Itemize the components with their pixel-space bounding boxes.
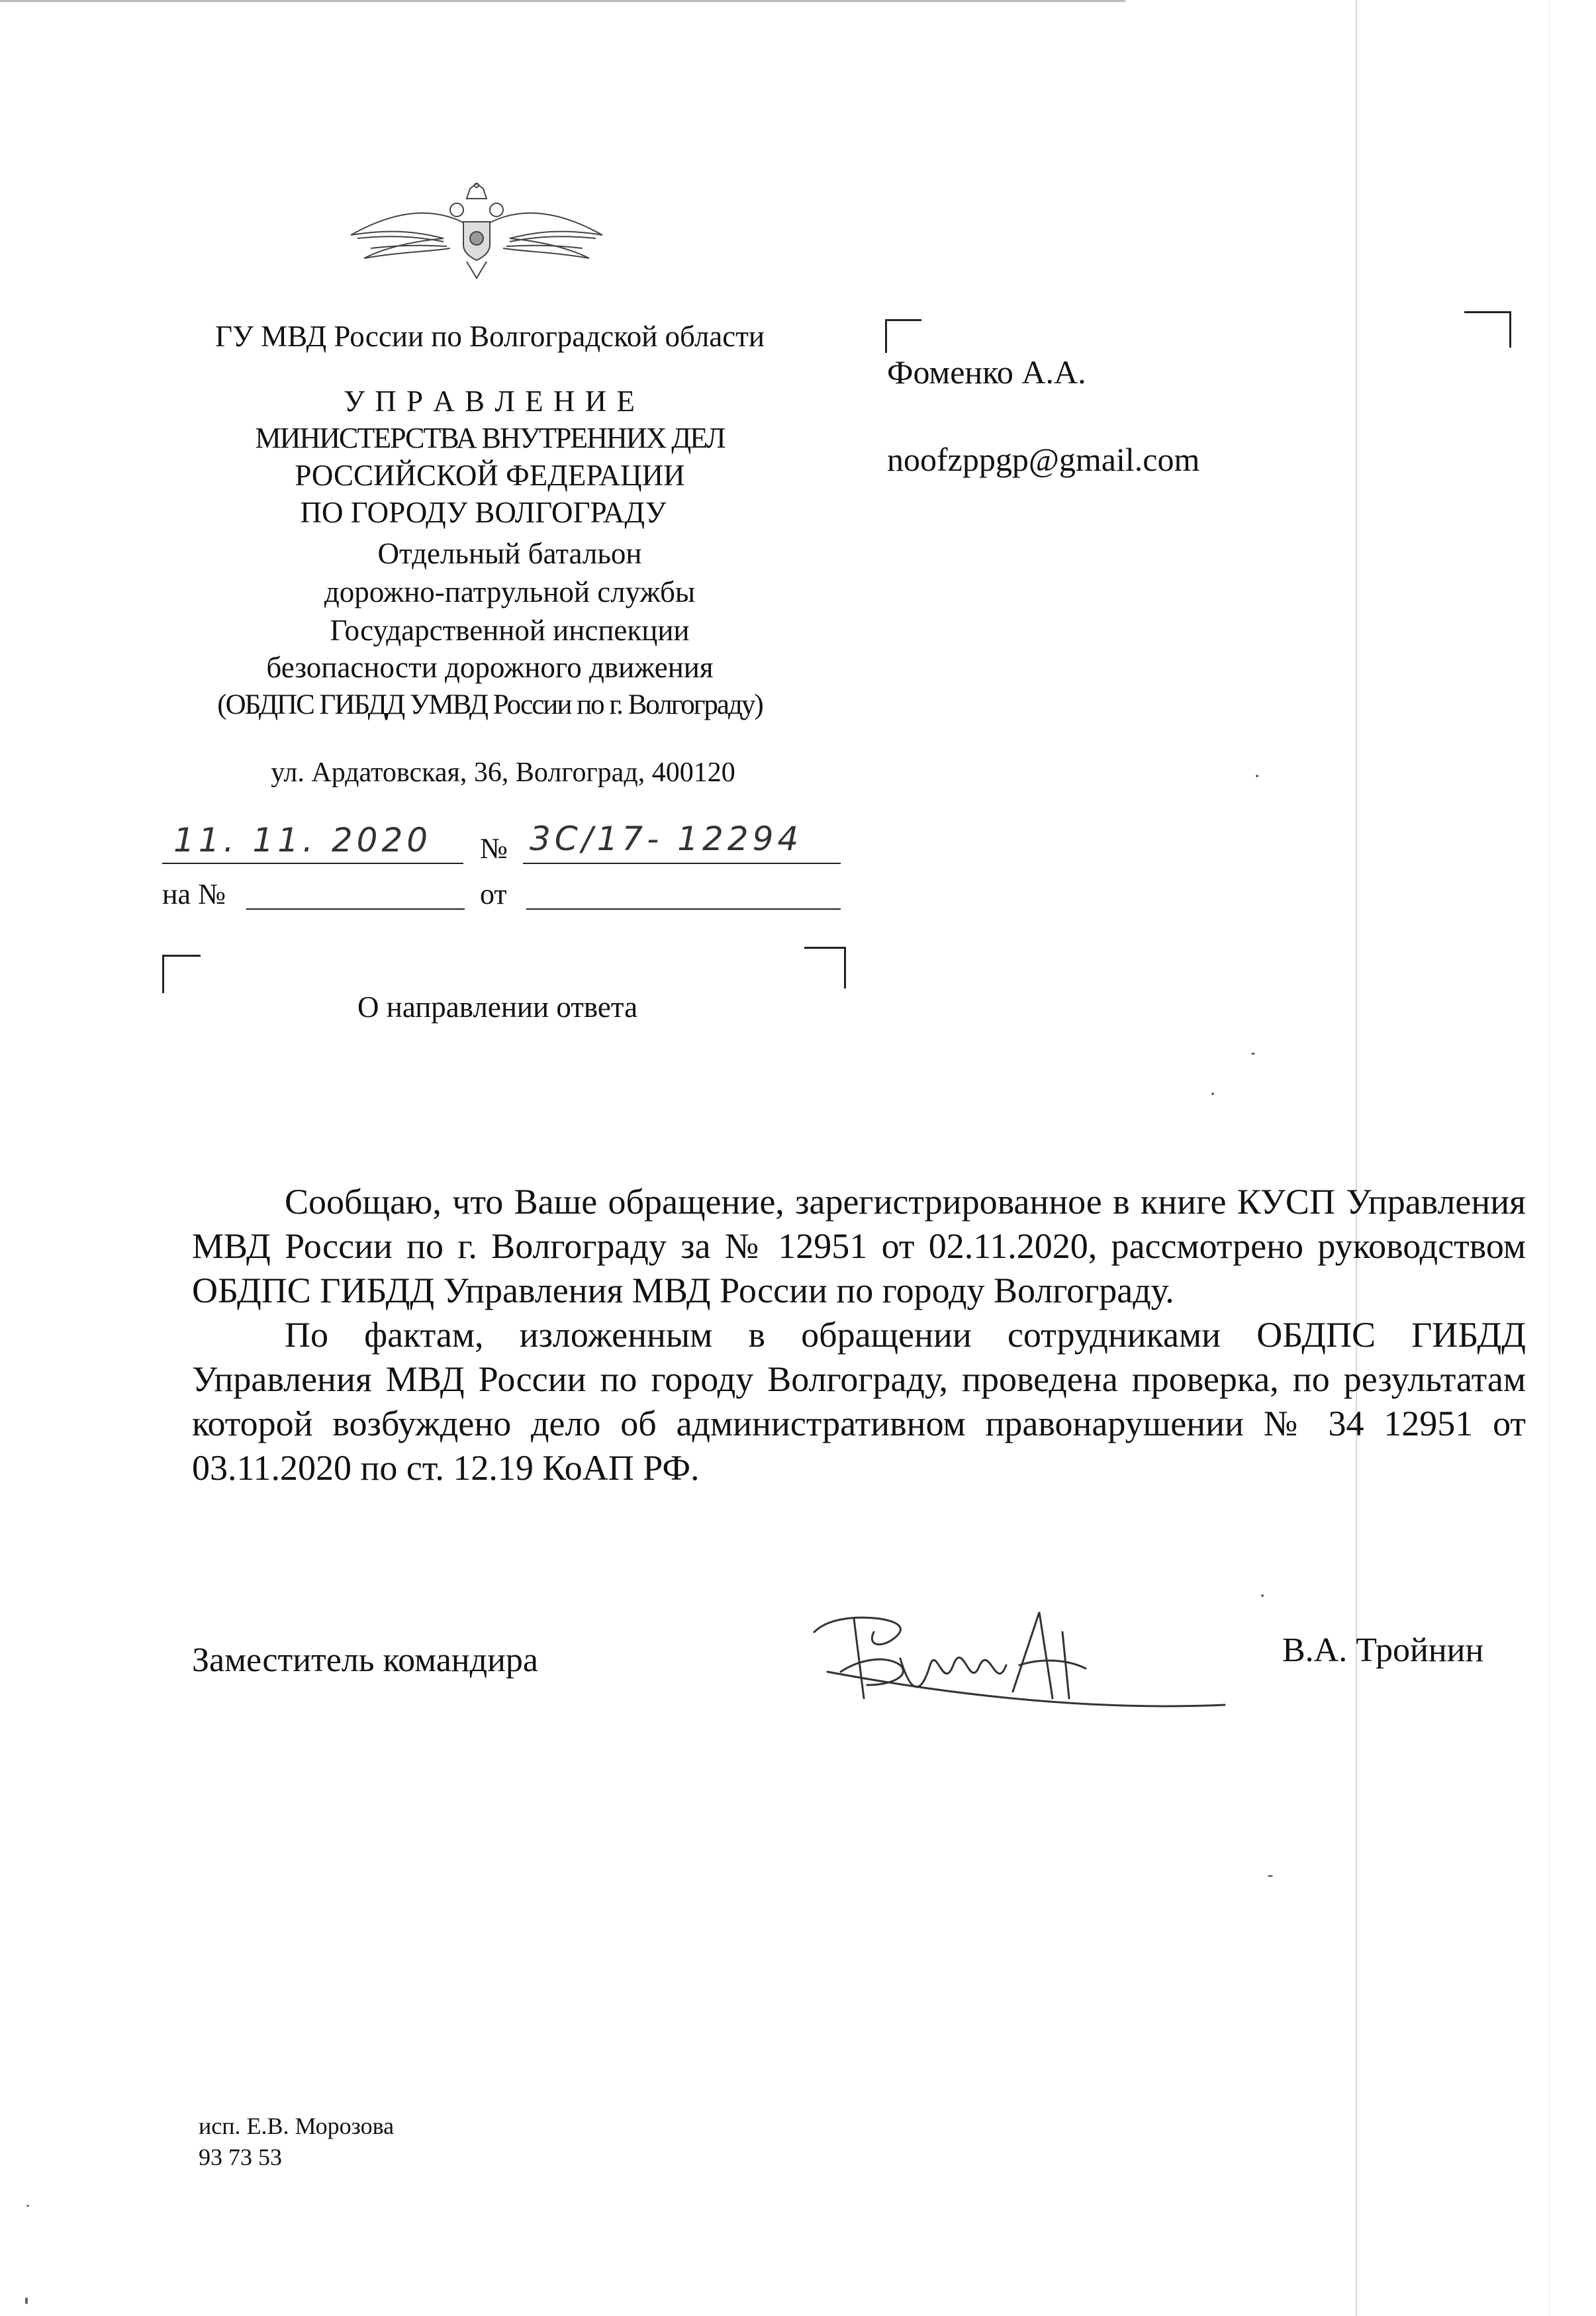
reference-date-label: от bbox=[480, 878, 507, 910]
body-paragraph-2: По фактам, изложенным в обращении сотрудниками ОБДПС ГИБДД Управления МВД России по городу Волгограду, проведена проверка, по результатам которой возбуждено дело об административном правонарушении № 34 12951 от 03.11.2020 по ст. 12.19 КоАП РФ. bbox=[192, 1315, 1526, 1488]
handwritten-signature bbox=[801, 1592, 1231, 1725]
reference-number-label: на № bbox=[162, 878, 226, 910]
scan-edge-top bbox=[0, 0, 1125, 2]
recipient-name: Фоменко А.А. bbox=[887, 354, 1086, 391]
recipient-corner-right bbox=[1464, 311, 1511, 348]
scan-speck bbox=[1251, 1053, 1255, 1055]
subject-corner-right bbox=[804, 947, 846, 989]
recipient-email: noofzppgp@gmail.com bbox=[887, 441, 1200, 478]
subject-corner-left bbox=[162, 955, 201, 993]
registration-number-label: № bbox=[480, 832, 508, 865]
scan-fold-line-2 bbox=[1549, 0, 1550, 2316]
signatory-position: Заместитель командира bbox=[192, 1641, 538, 1679]
registration-date: 11. 11. 2020 bbox=[173, 821, 432, 859]
body-paragraph-1: Сообщаю, что Ваше обращение, зарегистрированное в книге КУСП Управления МВД России по г. Волгограду за № 12951 от 02.11.2020, рассмотрено руководством ОБДПС ГИБДД Управления МВД России по городу Волгограду. bbox=[192, 1182, 1526, 1310]
registration-number: 3С/17- 12294 bbox=[530, 820, 803, 858]
registration-number-line bbox=[523, 863, 841, 864]
unit-line-1: Отдельный батальон bbox=[377, 537, 642, 570]
department-line-4: ПО ГОРОДУ ВОЛГОГРАДУ bbox=[300, 496, 667, 529]
unit-line-3: Государственной инспекции bbox=[330, 614, 690, 647]
reference-number-line bbox=[246, 908, 465, 910]
department-line-1: У П Р А В Л Е Н И Е bbox=[344, 385, 636, 418]
registration-date-line bbox=[162, 863, 463, 864]
reference-date-line bbox=[526, 908, 841, 910]
scan-speck bbox=[1261, 1594, 1264, 1597]
executor-phone: 93 73 53 bbox=[199, 2144, 282, 2170]
scan-speck bbox=[1256, 775, 1258, 777]
letter-body bbox=[192, 1180, 1526, 1490]
ministry-region: ГУ МВД России по Волгоградской области bbox=[215, 320, 765, 353]
signatory-name: В.А. Тройнин bbox=[1282, 1631, 1484, 1669]
double-headed-eagle-emblem-icon bbox=[344, 182, 609, 281]
scan-speck bbox=[1268, 1875, 1273, 1877]
executor-name: исп. Е.В. Морозова bbox=[199, 2113, 395, 2139]
scan-speck bbox=[26, 2205, 29, 2207]
scan-fold-line bbox=[1356, 0, 1357, 2316]
department-line-3: РОССИЙСКОЙ ФЕДЕРАЦИИ bbox=[295, 459, 685, 492]
scan-speck bbox=[25, 2297, 28, 2304]
subject: О направлении ответа bbox=[357, 990, 638, 1024]
unit-line-5: (ОБДПС ГИБДД УМВД России по г. Волгограду) bbox=[217, 689, 763, 720]
department-line-2: МИНИСТЕРСТВА ВНУТРЕННИХ ДЕЛ bbox=[255, 422, 725, 454]
unit-line-2: дорожно-патрульной службы bbox=[324, 575, 696, 608]
unit-line-4: безопасности дорожного движения bbox=[266, 651, 714, 684]
scan-speck bbox=[1211, 1092, 1214, 1095]
address: ул. Ардатовская, 36, Волгоград, 400120 bbox=[271, 757, 735, 788]
recipient-corner-left bbox=[885, 319, 921, 353]
